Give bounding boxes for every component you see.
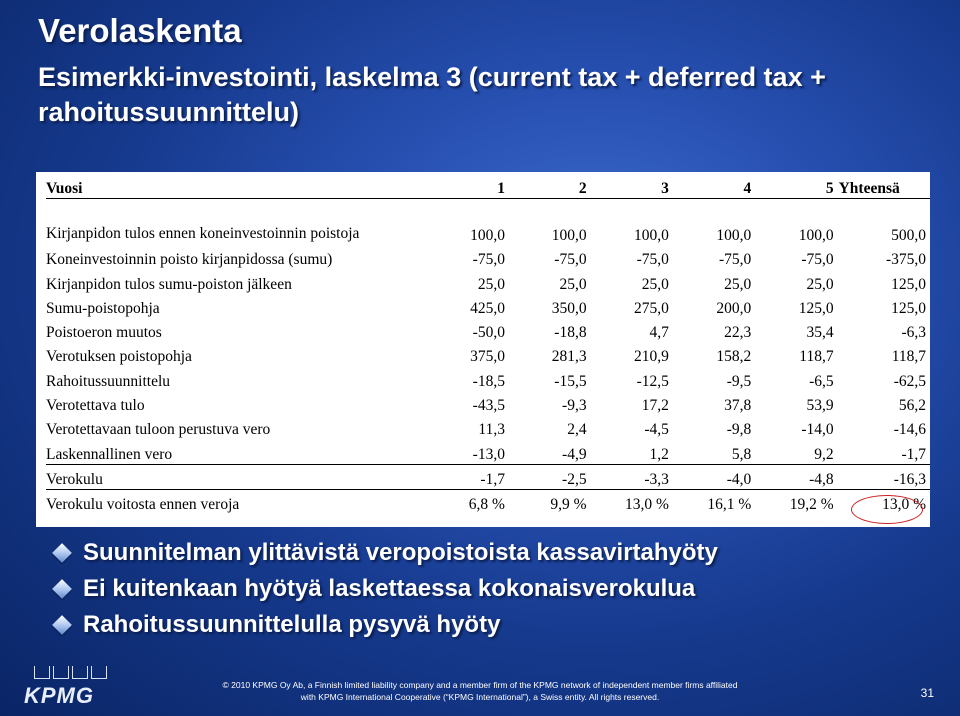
row-label: Laskennallinen vero — [46, 439, 426, 464]
table-cell: -375,0 — [885, 251, 926, 269]
table-cell: 53,9 — [806, 397, 834, 415]
bullet-text: Rahoitussuunnittelulla pysyvä hyöty — [83, 611, 501, 638]
table-cell: -1,7 — [426, 464, 508, 489]
copyright-notice — [200, 679, 760, 703]
table-cell: -9,8 — [726, 421, 752, 439]
table-cell: -50,0 — [472, 324, 505, 342]
table-cell: -18,8 — [554, 324, 587, 342]
row-label: Verotettavaan tuloon perustuva vero — [46, 421, 271, 439]
table-row — [46, 391, 930, 415]
table-row — [46, 269, 930, 293]
copyright-line: with KPMG International Cooperative (“KPMG International”), a Swiss entity. All rights reserved. — [300, 692, 660, 702]
table-cell: 37,8 — [724, 397, 752, 415]
kpmg-logo — [24, 666, 134, 710]
table-cell: 35,4 — [806, 324, 834, 342]
table-cell: 25,0 — [806, 275, 834, 293]
slide-subtitle: Esimerkki-investointi, laskelma 3 (current tax + deferred tax + rahoitussuunnittelu) — [38, 62, 826, 127]
table-cell: -75,0 — [718, 251, 752, 269]
table-row — [46, 245, 930, 269]
header-cell: 1 — [426, 176, 508, 199]
table-cell: 118,7 — [891, 348, 926, 366]
table-cell: 200,0 — [716, 299, 752, 317]
row-label: Kirjanpidon tulos sumu-poiston jälkeen — [46, 275, 292, 293]
table-cell: 13,0 % — [625, 496, 669, 514]
table-cell: -16,3 — [837, 464, 930, 489]
diamond-bullet-icon — [52, 615, 72, 635]
table-cell: 100,0 — [634, 227, 669, 244]
page-number: 31 — [920, 686, 934, 700]
row-label: Poistoeron muutos — [46, 324, 162, 342]
table-cell: -14,6 — [893, 421, 926, 439]
table-cell: -43,5 — [472, 397, 505, 415]
row-label: Verotuksen poistopohja — [46, 348, 192, 366]
table-cell: -4,8 — [754, 464, 836, 489]
slide-title: Verolaskenta — [38, 12, 242, 49]
table-cell: 16,1 % — [707, 496, 752, 514]
copyright-line: © 2010 KPMG Oy Ab, a Finnish limited liability company and a member firm of the KPMG network of independent member firms affiliated — [222, 680, 738, 690]
table-cell: 425,0 — [470, 299, 505, 317]
table-cell: -3,3 — [590, 464, 672, 489]
table-cell: 9,2 — [754, 439, 836, 464]
table-cell: -9,5 — [726, 372, 752, 390]
table-row — [46, 366, 930, 390]
tax-calculation-table-panel — [36, 172, 930, 527]
table-cell: 375,0 — [470, 348, 505, 366]
bullet-item — [55, 607, 718, 643]
table-cell: -2,5 — [508, 464, 590, 489]
table-cell: 6,8 % — [468, 496, 505, 514]
table-cell: 13,0 % — [882, 496, 926, 514]
table-row — [46, 489, 930, 514]
table-cell: -6,3 — [901, 324, 926, 342]
logo-text: KPMG — [24, 683, 94, 708]
header-cell: 2 — [508, 176, 590, 199]
table-cell: -14,0 — [801, 421, 834, 439]
row-label: Koneinvestoinnin poisto kirjanpidossa (sumu) — [46, 251, 333, 269]
table-cell: -9,3 — [562, 397, 587, 415]
table-cell: 125,0 — [891, 299, 926, 317]
highlight-circle — [851, 495, 923, 524]
bullet-text: Suunnitelman ylittävistä veropoistoista kassavirtahyöty — [83, 539, 718, 566]
table-cell: 2,4 — [567, 421, 587, 439]
header-cell: Vuosi — [46, 176, 426, 199]
table-cell: 25,0 — [559, 275, 587, 293]
table-cell: -4,5 — [644, 421, 669, 439]
table-cell: 5,8 — [672, 439, 754, 464]
table-cell: -75,0 — [554, 251, 587, 269]
table-cell: 11,3 — [478, 421, 505, 439]
table-cell: 118,7 — [799, 348, 834, 366]
table-row — [46, 342, 930, 366]
table-cell: 100,0 — [470, 227, 505, 244]
table-cell: -4,0 — [672, 464, 754, 489]
header-cell: 3 — [590, 176, 672, 199]
bullet-item — [55, 535, 718, 571]
table-header-row — [46, 176, 930, 199]
table-cell: 500,0 — [891, 227, 926, 244]
table-cell: 158,2 — [716, 348, 752, 366]
row-label: Verotettava tulo — [46, 397, 145, 415]
table-cell: -18,5 — [472, 372, 505, 390]
table-row — [46, 199, 930, 246]
table-cell: -6,5 — [809, 372, 834, 390]
header-cell: 4 — [672, 176, 754, 199]
table-cell: 25,0 — [477, 275, 505, 293]
table-cell: 17,2 — [641, 397, 669, 415]
row-label: Sumu-poistopohja — [46, 299, 160, 317]
table-cell: 100,0 — [798, 227, 834, 244]
table-row — [46, 294, 930, 318]
table-cell: -62,5 — [893, 372, 926, 390]
table-cell: 281,3 — [551, 348, 587, 366]
table-row — [46, 439, 930, 464]
row-label: Verokulu voitosta ennen veroja — [46, 496, 240, 514]
table-cell: -12,5 — [636, 372, 669, 390]
bullet-item — [55, 571, 718, 607]
table-cell: -13,0 — [426, 439, 508, 464]
table-cell: 56,2 — [898, 397, 926, 415]
table-cell: 100,0 — [551, 227, 587, 244]
bullet-text: Ei kuitenkaan hyötyä laskettaessa kokonaisverokulua — [83, 575, 696, 602]
row-label: Verokulu — [46, 464, 426, 489]
tax-calculation-table — [46, 176, 930, 514]
table-cell: -1,7 — [837, 439, 930, 464]
row-label: Kirjanpidon tulos ennen koneinvestoinnin poistoja — [46, 225, 360, 242]
logo-boxes-icon — [34, 666, 134, 679]
table-row — [46, 464, 930, 489]
table-cell: 22,3 — [724, 324, 752, 342]
table-cell: 100,0 — [716, 227, 752, 244]
table-cell: -4,9 — [508, 439, 590, 464]
table-cell: 25,0 — [641, 275, 669, 293]
header-cell: 5 — [754, 176, 836, 199]
table-cell: 1,2 — [590, 439, 672, 464]
table-cell: 210,9 — [634, 348, 669, 366]
table-cell: -15,5 — [554, 372, 587, 390]
table-cell: 19,2 % — [789, 496, 834, 514]
row-label: Rahoitussuunnittelu — [46, 372, 170, 390]
bullet-list — [55, 535, 718, 643]
table-cell: 125,0 — [798, 299, 834, 317]
table-cell: -75,0 — [801, 251, 834, 269]
table-cell: 25,0 — [724, 275, 752, 293]
diamond-bullet-icon — [52, 543, 72, 563]
table-cell: 4,7 — [649, 324, 669, 342]
table-cell: 9,9 % — [550, 496, 587, 514]
table-cell: 275,0 — [634, 299, 669, 317]
header-cell: Yhteensä — [837, 176, 930, 199]
slide-footer — [0, 658, 960, 716]
table-row — [46, 318, 930, 342]
table-cell: 350,0 — [551, 299, 587, 317]
table-cell: -75,0 — [636, 251, 669, 269]
table-cell: 125,0 — [891, 275, 926, 293]
table-row — [46, 415, 930, 439]
diamond-bullet-icon — [52, 579, 72, 599]
table-cell: -75,0 — [472, 251, 505, 269]
